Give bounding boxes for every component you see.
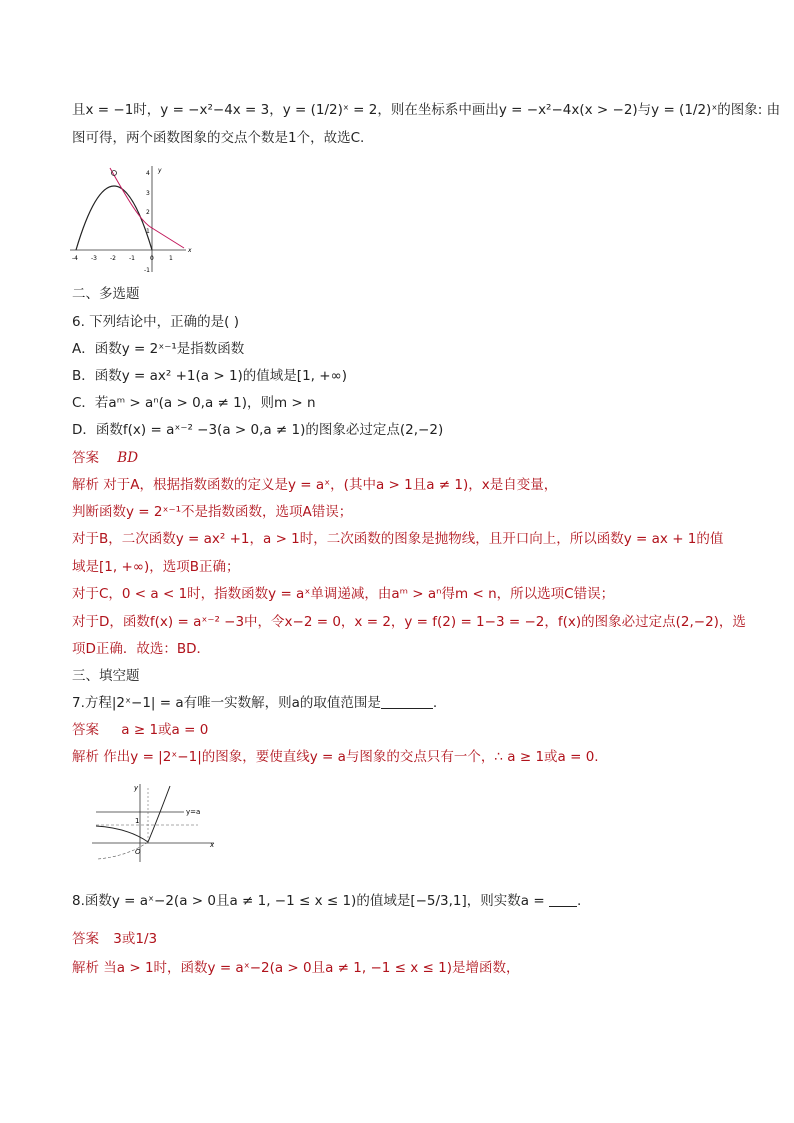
option-b: B．函数y = ax² +1(a > 1)的值域是[1, +∞) — [72, 368, 348, 384]
section-heading: 二、多选题 — [72, 286, 140, 302]
question-end: . — [576, 893, 582, 909]
x-tick-label: -3 — [91, 255, 97, 262]
section-heading: 三、填空题 — [72, 668, 140, 684]
y-tick-label: 4 — [146, 170, 150, 177]
y-tick-label: 2 — [146, 209, 150, 216]
explanation-line: 判断函数y = 2ˣ⁻¹不是指数函数，选项A错误； — [72, 504, 353, 520]
x-tick-label: -4 — [72, 255, 78, 262]
option-d: D．函数f(x) = aˣ⁻² −3(a > 0,a ≠ 1)的图象必过定点(2,−2) — [72, 422, 444, 438]
question-7 — [72, 693, 437, 713]
answer-value: BD — [117, 450, 139, 466]
explanation-line: 对于D，函数f(x) = aˣ⁻² −3中，令x−2 = 0，x = 2，y = f(2) = 1−3 = −2，f(x)的图象必过定点(2,−2)，选 — [72, 614, 746, 630]
x-axis-label: x — [188, 247, 192, 254]
answer-8 — [72, 929, 157, 949]
y-tick-label: 3 — [146, 190, 150, 197]
question-6: 6. 下列结论中，正确的是( ) — [72, 314, 239, 330]
explanation-line: 域是[1, +∞)，选项B正确； — [72, 559, 240, 575]
answer-label: 答案 — [72, 931, 99, 947]
explanation-line: 解析 对于A，根据指数函数的定义是y = aˣ，(其中a > 1且a ≠ 1)，x是自变量， — [72, 477, 558, 493]
question-end: . — [432, 695, 438, 711]
answer-value: 3或1/3 — [113, 931, 158, 947]
option-a: A．函数y = 2ˣ⁻¹是指数函数 — [72, 341, 245, 357]
y-tick-label: 1 — [146, 228, 150, 235]
option-c: C．若aᵐ > aⁿ(a > 0,a ≠ 1)，则m > n — [72, 395, 316, 411]
y-tick-label: 1 — [135, 817, 140, 825]
origin-label: O — [135, 848, 141, 856]
question-text: 7.方程|2ˣ−1| = a有唯一实数解，则a的取值范围是 — [72, 695, 381, 711]
explanation-line: 对于C，0 < a < 1时，指数函数y = aˣ单调递减，由aᵐ > aⁿ得m < n，所以选项C错误； — [72, 586, 615, 602]
answer-6 — [72, 448, 138, 468]
line-label: y=a — [186, 808, 201, 816]
x-tick-label: 1 — [169, 255, 173, 262]
x-tick-label: 0 — [150, 255, 154, 262]
x-axis-label: x — [210, 841, 215, 849]
answer-blank — [381, 694, 433, 709]
explanation-line: 解析 当a > 1时，函数y = aˣ−2(a > 0且a ≠ 1, −1 ≤ x ≤ 1)是增函数， — [72, 960, 520, 976]
answer-label: 答案 — [72, 722, 99, 738]
question-8 — [72, 891, 581, 911]
answer-7 — [72, 720, 208, 740]
answer-value: a ≥ 1或a = 0 — [121, 722, 209, 738]
explanation-line: 对于B，二次函数y = ax² +1，a > 1时，二次函数的图象是抛物线，且开口向上，所以函数y = ax + 1的值 — [72, 531, 724, 547]
x-tick-label: -1 — [129, 255, 135, 262]
y-tick-label: -1 — [144, 267, 150, 274]
y-axis-label: y — [134, 784, 139, 792]
graph-parabola-exponential — [66, 160, 196, 280]
graph-abs-exponential — [88, 778, 220, 864]
answer-label: 答案 — [72, 450, 99, 466]
explanation-line: 项D正确．故选：BD． — [72, 641, 211, 657]
answer-blank — [549, 892, 577, 907]
x-tick-label: -2 — [110, 255, 116, 262]
explanation-line: 解析 作出y = |2ˣ−1|的图象，要使直线y = a与图象的交点只有一个，∴ a ≥ 1或a = 0. — [72, 749, 599, 765]
text-line: 且x = −1时，y = −x²−4x = 3，y = (1/2)ˣ = 2，则在坐标系中画出y = −x²−4x(x > −2)与y = (1/2)ˣ的图象: 由 — [72, 102, 781, 118]
text-line: 图可得，两个函数图象的交点个数是1个，故选C. — [72, 130, 365, 146]
question-text: 8.函数y = aˣ−2(a > 0且a ≠ 1, −1 ≤ x ≤ 1)的值域是[−5/3,1]，则实数a = — [72, 893, 545, 909]
y-axis-label: y — [158, 167, 162, 174]
